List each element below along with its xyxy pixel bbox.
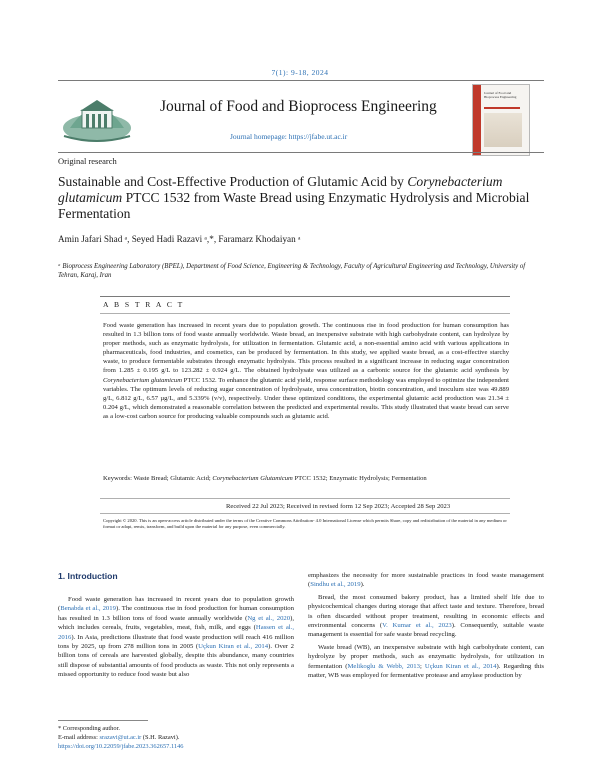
text-run: ; (419, 662, 425, 670)
header-top-rule (58, 80, 544, 81)
citation-link[interactable]: Uçkun Kiran et al., 2014 (424, 662, 497, 670)
body-column-left (58, 571, 294, 683)
email-suffix: (S.H. Razavi). (141, 734, 180, 741)
text-run: ). (360, 581, 365, 589)
title-part-2: PTCC 1532 from Waste Bread using Enzymatic Hydrolysis and Microbial Fermentation (58, 190, 530, 221)
text-run: ). In Asia, predictions illustrate that food waste production will reach 416 million tons by 2025, up from 278 million tons in 2005 ( (58, 633, 294, 651)
footnote-rule (58, 720, 148, 721)
journal-cover-thumbnail (472, 84, 530, 156)
text-run: ). Regarding this matter, WB was employed for fermentative protease and amylase production by (308, 662, 544, 680)
email-label: E-mail address: (58, 734, 100, 741)
cover-title: Journal of Food and Bioprocess Engineering (484, 91, 517, 99)
intro-paragraph-1 (58, 595, 294, 680)
keywords-bottom-rule (100, 498, 510, 499)
abstract-species: Corynebacterium glutamicum (103, 376, 182, 384)
journal-logo (58, 84, 136, 150)
text-run: ). Over 2 billion tons of cereals are harvested globally, despite this abundance, many countries still dispose of substantial amounts of food products as waste. This not only represents a missed opportunity to reduce food waste but also (58, 643, 294, 679)
header-bottom-rule (58, 152, 544, 153)
article-title (58, 174, 544, 222)
abstract-heading-rule (100, 313, 510, 314)
article-type: Original research (58, 156, 117, 166)
section-heading-introduction: 1. Introduction (58, 571, 118, 581)
abstract-text-2: PTCC 1532. To enhance the glutamic acid yield, response surface methodology was employed to optimize the independent variables. The optimum levels of reducing sugar concentration of hydrolysate, urea concentration, biotin concentration, and inoculum size was 49.889 g/L, 6.812 g/L, 6.57 µg/L, and 5.339% (v/v), respectively. Under these optimized conditions, the experimental glutamic acid production was 21.34 ± 0.204 g/L, which demonstrated a reasonable correlation between the predicted and experimental results. This study illustrated that waste bread can serve as a low-cost carbon source for producing valuable compounds such as glutamic acid. (103, 376, 509, 420)
citation-link[interactable]: Hassen et al., 2016 (58, 624, 294, 641)
text-run: ), which includes cereals, fruits, vegetables, meat, fish, milk, and eggs ( (58, 614, 295, 632)
keywords-text-1: Waste Bread; Glutamic Acid; (131, 475, 213, 482)
abstract-text (103, 321, 509, 421)
journal-homepage-link[interactable]: Journal homepage: https://jfabe.ut.ac.ir (230, 132, 348, 141)
text-run: Waste bread (WB), an inexpensive substrate with high carbohydrate content, can hydrolyze by proper methods, such as enzymatic hydrolysis, for utilization in fermentation ( (308, 643, 544, 670)
text-run: Food waste generation has increased in recent years due to population growth ( (58, 596, 294, 613)
copyright-notice: Copyright © 2020. This is an open-access article distributed under the terms of the Creative Commons Attribution- 4.0 International License which permits Share, copy and redistribution of the material in any medium or format or adapt, remix, transform, and build upon the material for any purpose, even commercially. (103, 518, 507, 530)
citation-link[interactable]: Sindhu et al., 2019 (310, 581, 361, 589)
intro-paragraph-1-cont (308, 571, 544, 590)
abstract-heading: A B S T R A C T (103, 300, 185, 309)
received-dates: Received 22 Jul 2023; Received in revised form 12 Sep 2023; Accepted 28 Sep 2023 (226, 503, 451, 510)
title-part-1: Sustainable and Cost-Effective Production of Glutamic Acid by (58, 174, 408, 189)
email-line (58, 733, 184, 742)
text-run: ). Consequently, suitable waste management is essential for safe waste bread recycling. (308, 622, 544, 639)
keywords-text-2: PTCC 1532; Enzymatic Hydrolysis; Fermentation (292, 475, 427, 482)
received-bottom-rule (100, 513, 510, 514)
text-run: emphasizes the necessity for more sustainable practices in food waste management ( (308, 572, 544, 589)
affiliation: ᵃ Bioprocess Engineering Laboratory (BPEL), Department of Food Science, Engineering & Technology, Faculty of Agricultural Engineering and Technology, University of Tehran, Karaj, Iran (58, 263, 526, 280)
keywords-species: Corynebacterium Glutamicum (212, 475, 293, 482)
keywords (103, 474, 509, 483)
doi-link[interactable]: https://doi.org/10.22059/jfabe.2023.362657.1146 (58, 743, 184, 750)
keywords-label: Keywords: (103, 475, 132, 482)
volume-info: 7(1): 9-18, 2024 (271, 68, 329, 77)
title-species: Corynebacterium glutamicum (58, 174, 503, 205)
citation-link[interactable]: Uçkun Kiran et al., 2014 (198, 643, 269, 651)
text-run: Bread, the most consumed bakery product, has a limited shelf life due to physicochemical changes during storage that affect taste and texture. Therefore, bread is often discarded without proper treatment, resulting in economic effects and environmental concerns ( (308, 593, 544, 630)
citation-link[interactable]: Melikoglu & Webb, 2013 (347, 662, 420, 670)
citation-link[interactable]: V. Kumar et al., 2023 (382, 622, 452, 630)
corresponding-author-note: * Corresponding author. (58, 725, 120, 732)
email-link[interactable]: srazavi@ut.ac.ir (99, 734, 142, 741)
footnote (58, 724, 184, 751)
body-column-right (308, 571, 544, 683)
author-list: Amin Jafari Shad ᵃ, Seyed Hadi Razavi ᵃ,*, Faramarz Khodaiyan ᵃ (58, 234, 301, 244)
intro-paragraph-3 (308, 643, 544, 681)
abstract-top-rule (100, 296, 510, 297)
journal-title: Journal of Food and Bioprocess Engineering (160, 98, 437, 115)
citation-link[interactable]: Ng et al., 2020 (247, 614, 291, 622)
abstract-text-1: Food waste generation has increased in recent years due to population growth. The continuous rise in food production for human consumption has resulted in 1.3 billion tons of food waste annually worldwide. Waste bread, an inexpensive substrate with high carbohydrate content, can hydrolyze by proper methods, such as enzymatic hydrolysis, for utilization in fermentation. Glutamic acid, a non-essential amino acid with various applications in pharmaceuticals, food industries, and cosmetics, can be produced by fermentation. In this study, we applied waste bread, as a cost-effective starchy waste, to produce fermentable substrates through enzymatic hydrolysis. This process resulted in a significant increase in reducing sugar concentration from 1.285 ± 0.195 g/L to 123.282 ± 0.924 g/L. The obtained hydrolysate was utilized as a carbonic source for the glutamic acid synthesis by (103, 322, 509, 375)
intro-paragraph-2 (308, 593, 544, 640)
citation-link[interactable]: Benabda et al., 2019 (60, 605, 116, 613)
text-run: ). The continuous rise in food production for human consumption has resulted in 1.3 billion tons of food waste annually worldwide ( (58, 605, 294, 622)
